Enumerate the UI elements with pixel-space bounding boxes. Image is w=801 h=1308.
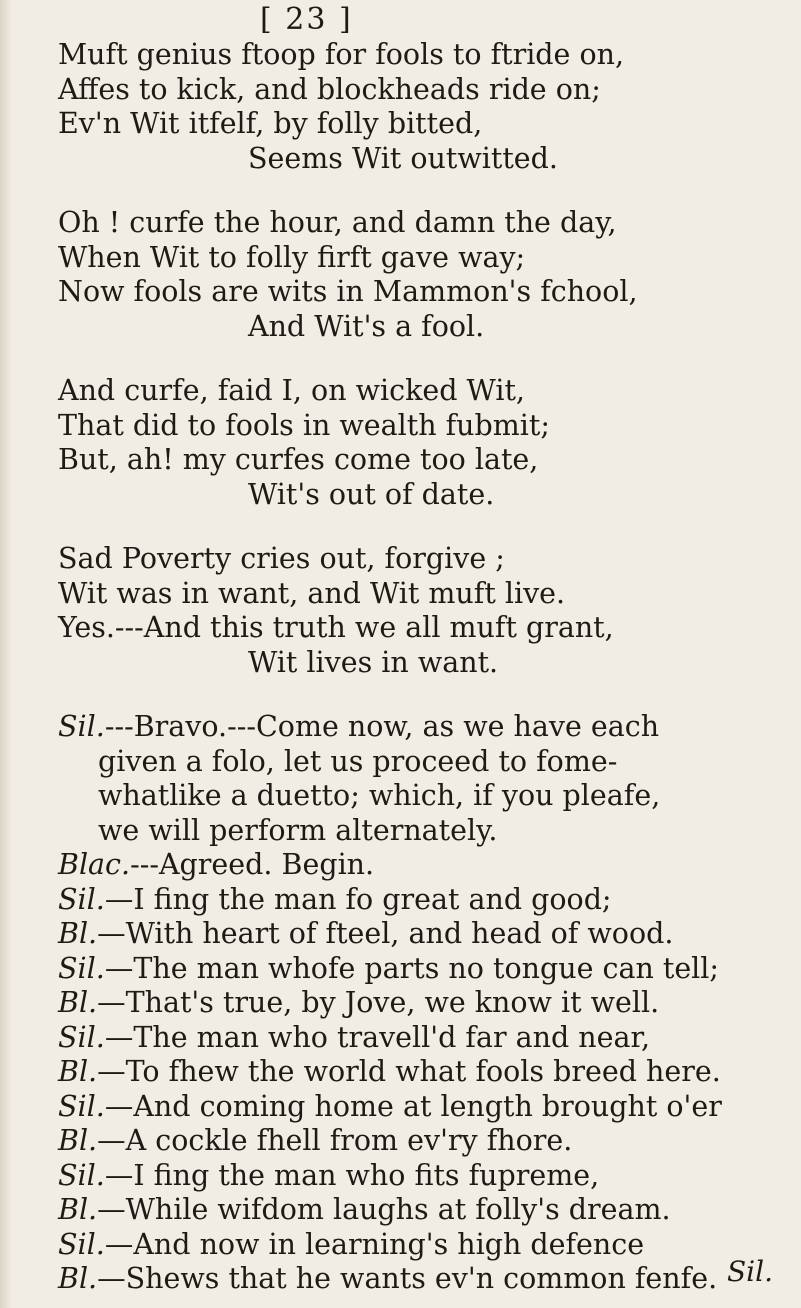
verse-line: Muft genius ftoop for fools to ftride on, <box>58 38 625 71</box>
dialogue-line <box>58 710 793 745</box>
dialogue-line <box>58 917 793 952</box>
speaker: Sil. <box>58 1089 105 1123</box>
speech: —Shews that he wants ev'n common fenfe. <box>97 1262 718 1295</box>
page-edge-shadow <box>0 0 12 1308</box>
dialogue-line <box>58 1090 793 1125</box>
speaker: Sil. <box>58 882 105 916</box>
page-number: [ 23 ] <box>260 2 353 37</box>
speech: —And now in learning's high defence <box>104 1227 645 1261</box>
dialogue-line <box>58 1193 793 1228</box>
speech: —And coming home at length brought o'er <box>104 1089 722 1123</box>
dialogue-line <box>58 1055 793 1090</box>
verse-line: And curfe, faid I, on wicked Wit, <box>58 374 525 407</box>
verse-refrain: Seems Wit outwitted. <box>248 141 558 175</box>
speaker: Sil. <box>58 1158 105 1192</box>
verse-line: That did to fools in wealth fubmit; <box>58 408 550 442</box>
speech: —To fhew the world what fools breed here. <box>97 1055 721 1088</box>
speaker: Bl. <box>58 1124 98 1157</box>
verse-refrain: Wit's out of date. <box>248 477 495 511</box>
dialogue-line <box>58 1159 793 1194</box>
speech: ---Agreed. Begin. <box>130 848 375 881</box>
speech: —I fing the man who fits fupreme, <box>104 1158 600 1192</box>
verse-line: Yes.---And this truth we all muft grant, <box>58 611 614 644</box>
dialogue-line <box>58 1262 793 1297</box>
dialogue-line <box>58 883 793 918</box>
verse-line: Ev'n Wit itfelf, by folly bitted, <box>58 107 483 140</box>
verse-line: Affes to kick, and blockheads ride on; <box>58 72 601 106</box>
speaker: Bl. <box>58 1262 98 1295</box>
speaker: Sil. <box>58 710 105 743</box>
speech: —The man who travell'd far and near, <box>104 1020 651 1054</box>
verse-line: Now fools are wits in Mammon's fchool, <box>58 275 638 308</box>
speech-continuation: we will perform alternately. <box>98 813 498 847</box>
speaker: Bl. <box>58 1193 98 1226</box>
speech: ---Bravo.---Come now, as we have each <box>104 710 660 743</box>
dialogue-line <box>58 1124 793 1159</box>
dialogue-line <box>58 986 793 1021</box>
text-body <box>58 38 793 1297</box>
catchword: Sil. <box>727 1255 773 1288</box>
verse-refrain: Wit lives in want. <box>248 645 499 679</box>
speech: —With heart of fteel, and head of wood. <box>97 917 674 950</box>
speech: —I fing the man fo great and good; <box>104 882 612 916</box>
speaker: Bl. <box>58 986 98 1019</box>
speaker: Bl. <box>58 917 98 950</box>
speaker: Sil. <box>58 1020 105 1054</box>
dialogue-line <box>58 1021 793 1056</box>
verse-line: Sad Poverty cries out, forgive ; <box>58 542 505 575</box>
verse-line: But, ah! my curfes come too late, <box>58 443 539 476</box>
verse-refrain: And Wit's a fool. <box>248 309 485 343</box>
speech-continuation: given a folo, let us proceed to fome- <box>98 744 618 778</box>
dialogue-line <box>58 1228 793 1263</box>
speech-continuation: whatlike a duetto; which, if you pleafe, <box>98 779 661 812</box>
speaker: Bl. <box>58 1055 98 1088</box>
speaker: Sil. <box>58 951 105 985</box>
verse-line: When Wit to folly firft gave way; <box>58 240 526 274</box>
speech: —A cockle fhell from ev'ry fhore. <box>97 1124 573 1157</box>
dialogue-line <box>58 952 793 987</box>
speech: —That's true, by Jove, we know it well. <box>97 986 660 1019</box>
speech: —The man whofe parts no tongue can tell; <box>104 951 720 985</box>
verse-line: Oh ! curfe the hour, and damn the day, <box>58 206 617 239</box>
speech: —While wifdom laughs at folly's dream. <box>97 1193 671 1226</box>
verse-line: Wit was in want, and Wit muft live. <box>58 576 566 610</box>
dialogue-line <box>58 848 793 883</box>
speaker: Blac. <box>58 848 131 881</box>
speaker: Sil. <box>58 1227 105 1261</box>
